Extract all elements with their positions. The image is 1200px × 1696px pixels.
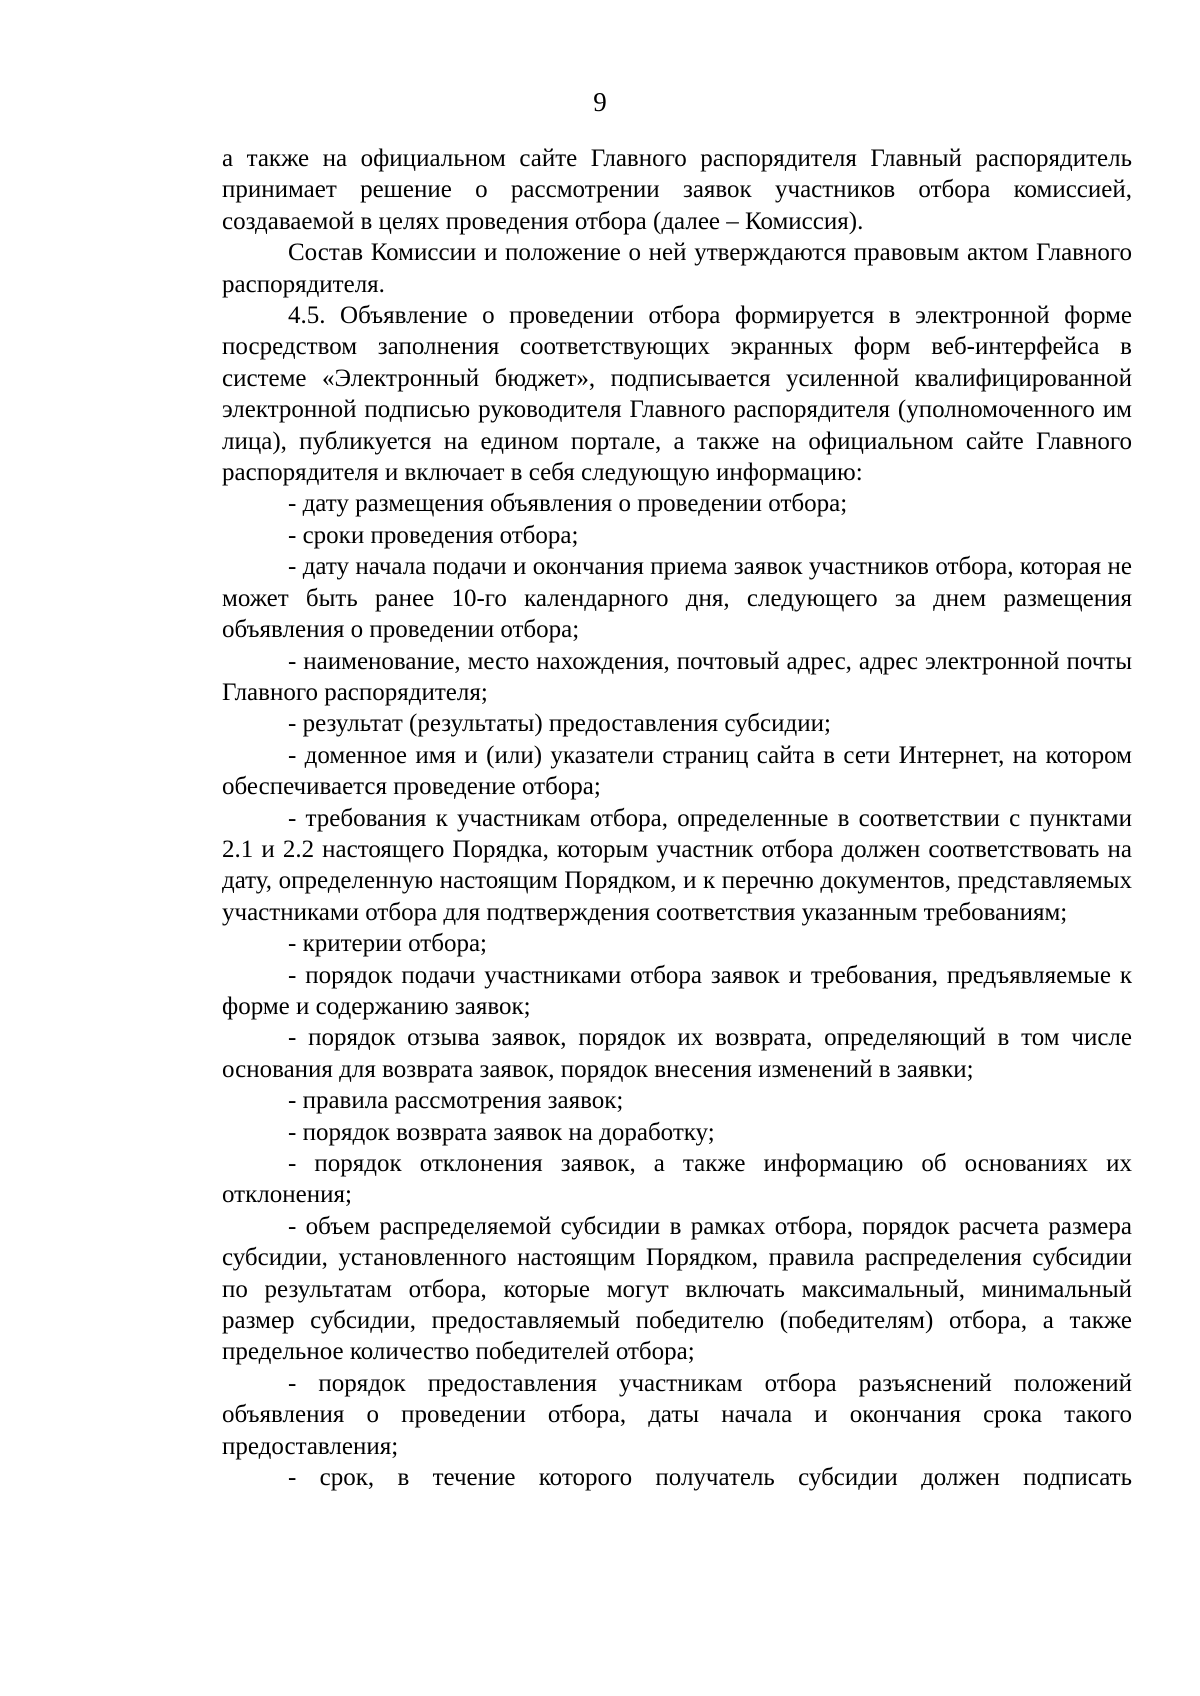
paragraph: - порядок отзыва заявок, порядок их возврата, определяющий в том числе основания для возврата заявок, порядок внесения изменений в заявки; [222,1024,1132,1083]
paragraph: - порядок отклонения заявок, а также информацию об основаниях их отклонения; [222,1150,1132,1209]
paragraph: - требования к участникам отбора, определенные в соответствии с пунктами 2.1 и 2.2 настоящего Порядка, которым участник отбора должен соответствовать на дату, определенную настоящим Порядком, и к перечню документов, представляемых участниками отбора для подтверждения соответствия указанным требованиям; [222,804,1132,926]
paragraph: - сроки проведения отбора; [288,521,579,549]
paragraph: - срок, в течение которого получатель субсидии должен подписать [288,1464,1132,1492]
page-number: 9 [593,87,607,117]
paragraph: - результат (результаты) предоставления субсидии; [288,710,831,738]
paragraph: Состав Комиссии и положение о ней утверждаются правовым актом Главного распорядителя. [222,239,1132,298]
paragraph: - правила рассмотрения заявок; [288,1087,624,1115]
paragraph: 4.5. Объявление о проведении отбора формируется в электронной форме посредством заполнения соответствующих экранных форм веб-интерфейса в системе «Электронный бюджет», подписывается усиленной квалифицированной электронной подписью руководителя Главного распорядителя (уполномоченного им лица), публикуется на едином портале, а также на официальном сайте Главного распорядителя и включает в себя следующую информацию: [222,302,1132,487]
paragraph: - наименование, место нахождения, почтовый адрес, адрес электронной почты Главного распорядителя; [222,647,1132,706]
paragraph: - объем распределяемой субсидии в рамках отбора, порядок расчета размера субсидии, установленного настоящим Порядком, правила распределения субсидии по результатам отбора, которые могут включать максимальный, минимальный размер субсидии, предоставляемый победителю (победителям) отбора, а также предельное количество победителей отбора; [222,1212,1132,1366]
paragraph: - порядок возврата заявок на доработку; [288,1118,715,1146]
paragraph: а также на официальном сайте Главного распорядителя Главный распорядитель принимает решение о рассмотрении заявок участников отбора комиссией, создаваемой в целях проведения отбора (далее – Комиссия). [222,145,1132,235]
paragraph: - порядок предоставления участникам отбора разъяснений положений объявления о проведении отбора, даты начала и окончания срока такого предоставления; [222,1369,1132,1460]
paragraph: - дату размещения объявления о проведении отбора; [288,490,848,518]
paragraph: - критерии отбора; [288,930,487,958]
paragraph: - порядок подачи участниками отбора заявок и требования, предъявляемые к форме и содержанию заявок; [222,961,1132,1020]
paragraph: - дату начала подачи и окончания приема заявок участников отбора, которая не может быть ранее 10-го календарного дня, следующего за днем размещения объявления о проведении отбора; [222,553,1132,644]
paragraph: - доменное имя и (или) указатели страниц сайта в сети Интернет, на котором обеспечивается проведение отбора; [222,741,1132,801]
document-body [222,143,1132,1493]
